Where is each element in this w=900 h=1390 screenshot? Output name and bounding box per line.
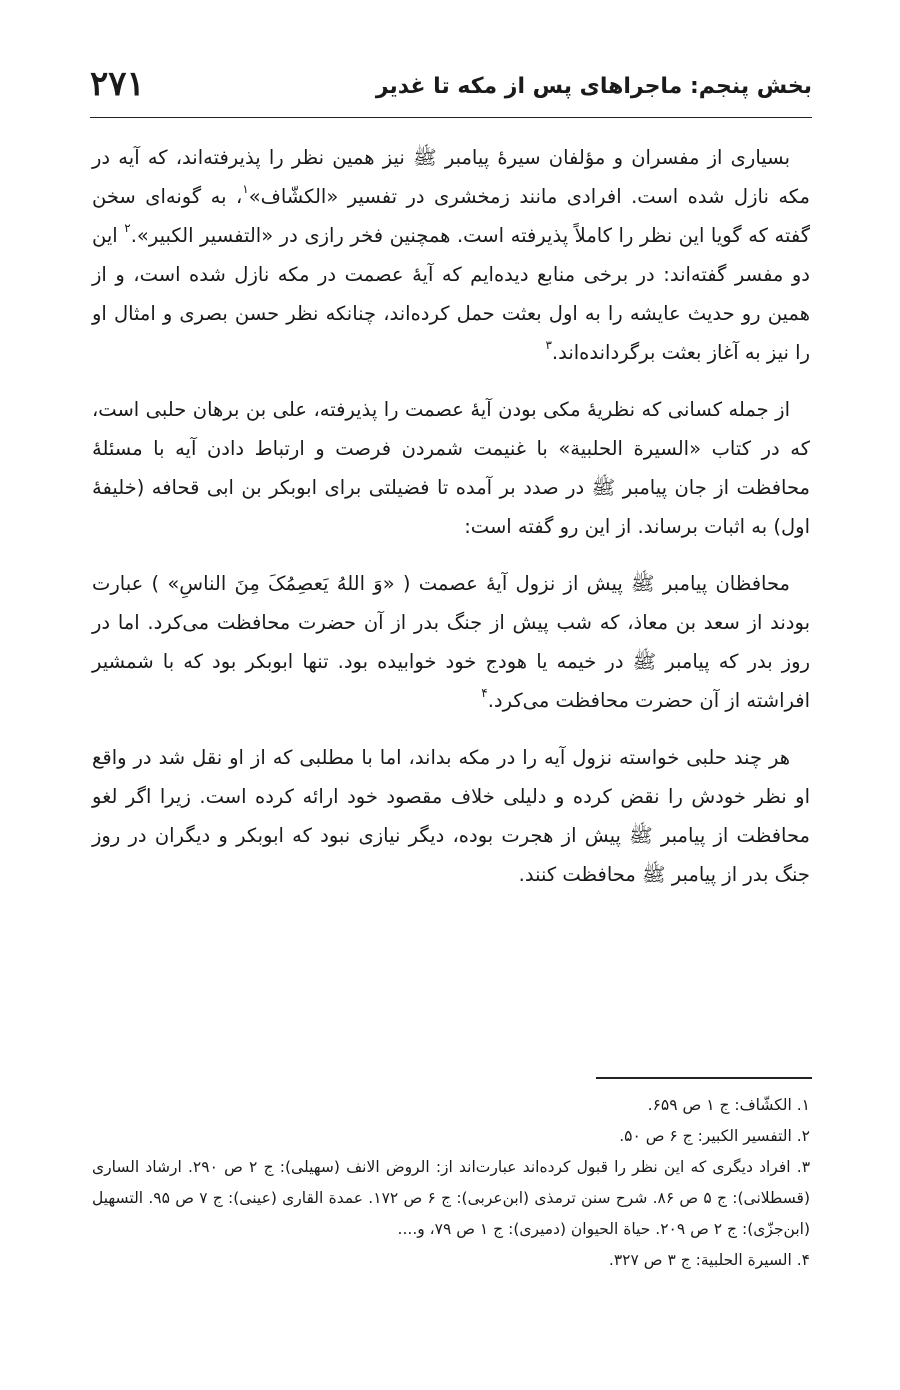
footnote-3: ۳. افراد دیگری که این نظر را قبول کرده‌اند عبارت‌اند از: الروض الانف (سهیلی): ج ۲ ص ۲۹۰. ارشاد الساری (قسطلانی): ج ۵ ص ۸۶. شرح سنن ترمذی (ابن‌عربی): ج ۶ ص ۱۷۲. عمدة القاری (عینی): ج ۷ ص ۹۵. التسهیل (ابن‌جزّی): ج ۲ ص ۲۰۹. حیاة الحیوان (دمیری): ج ۱ ص ۷۹، و.... <box>92 1158 811 1238</box>
footnote-separator <box>596 1077 812 1079</box>
footnote-ref-1: ۱ <box>242 182 249 196</box>
paragraph-1 <box>92 138 810 372</box>
footnotes <box>92 1090 810 1276</box>
page-number: ۲۷۱ <box>90 64 145 104</box>
main-text <box>92 138 810 912</box>
running-title: بخش پنجم: ماجراهای پس از مکه تا غدیر <box>375 74 812 99</box>
paragraph-1-part-2: ، به گونه‌ای سخن گفته که گویا این نظر را کاملاً پذیرفته است. همچنین فخر رازی در «التفسیر الکبیر». <box>92 185 810 247</box>
page-header <box>90 64 812 112</box>
paragraph-1-part-3: این دو مفسر گفته‌اند: در برخی منابع دیده‌ایم که آیهٔ عصمت در مکه نازل شده است، و از همین رو حدیث عایشه را به اول بعثت حمل کرده‌اند، چنانکه نظر حسن بصری و امثال او را نیز به آغاز بعثت برگردانده‌اند. <box>92 224 810 364</box>
footnote-4: ۴. السیرة الحلبیة: ج ۳ ص ۳۲۷. <box>608 1251 810 1269</box>
footnote-ref-3: ۳ <box>545 338 552 352</box>
footnote-1: ۱. الکشّاف: ج ۱ ص ۶۵۹. <box>647 1096 810 1114</box>
paragraph-3 <box>92 564 810 720</box>
header-rule <box>90 117 812 118</box>
paragraph-2: از جمله کسانی که نظریهٔ مکی بودن آیهٔ عصمت را پذیرفته، علی بن برهان حلبی است، که در کتاب «السیرة الحلبیة» با غنیمت شمردن فرصت و ارتباط دادن آیه با مسئلهٔ محافظت از جان پیامبر ﷺ در صدد بر آمده تا فضیلتی برای ابوبکر بن ابی قحافه (خلیفهٔ اول) به اثبات برساند. از این رو گفته است: <box>92 398 810 538</box>
paragraph-1-part-1: بسیاری از مفسران و مؤلفان سیرهٔ پیامبر ﷺ نیز همین نظر را پذیرفته‌اند، که آیه در مکه نازل شده است. افرادی مانند زمخشری در تفسیر «الکشّاف» <box>92 146 810 208</box>
paragraph-4: هر چند حلبی خواسته نزول آیه را در مکه بداند، اما با مطلبی که از او نقل شد در واقع او نظر خودش را نقض کرده و دلیلی خلاف مقصود خود ارائه کرده است. زیرا اگر لغو محافظت از پیامبر ﷺ پیش از هجرت بوده، دیگر نیازی نبود که ابوبکر و دیگران در روز جنگ بدر از پیامبر ﷺ محافظت کنند. <box>92 746 810 886</box>
footnote-ref-4: ۴ <box>481 686 488 700</box>
footnote-ref-2: ۲ <box>124 221 131 235</box>
paragraph-3-text: محافظان پیامبر ﷺ پیش از نزول آیهٔ عصمت ( «وَ اللهُ یَعصِمُکَ مِنَ الناسِ» ) عبارت بودند از سعد بن معاذ، که شب پیش از جنگ بدر از آن حضرت محافظت می‌کرد. اما در روز بدر که پیامبر ﷺ در خیمه یا هودج خود خوابیده بود. تنها ابوبکر بود که با شمشیر افراشته از آن حضرت محافظت می‌کرد. <box>92 572 810 712</box>
footnote-2: ۲. التفسیر الکبیر: ج ۶ ص ۵۰. <box>619 1127 810 1145</box>
